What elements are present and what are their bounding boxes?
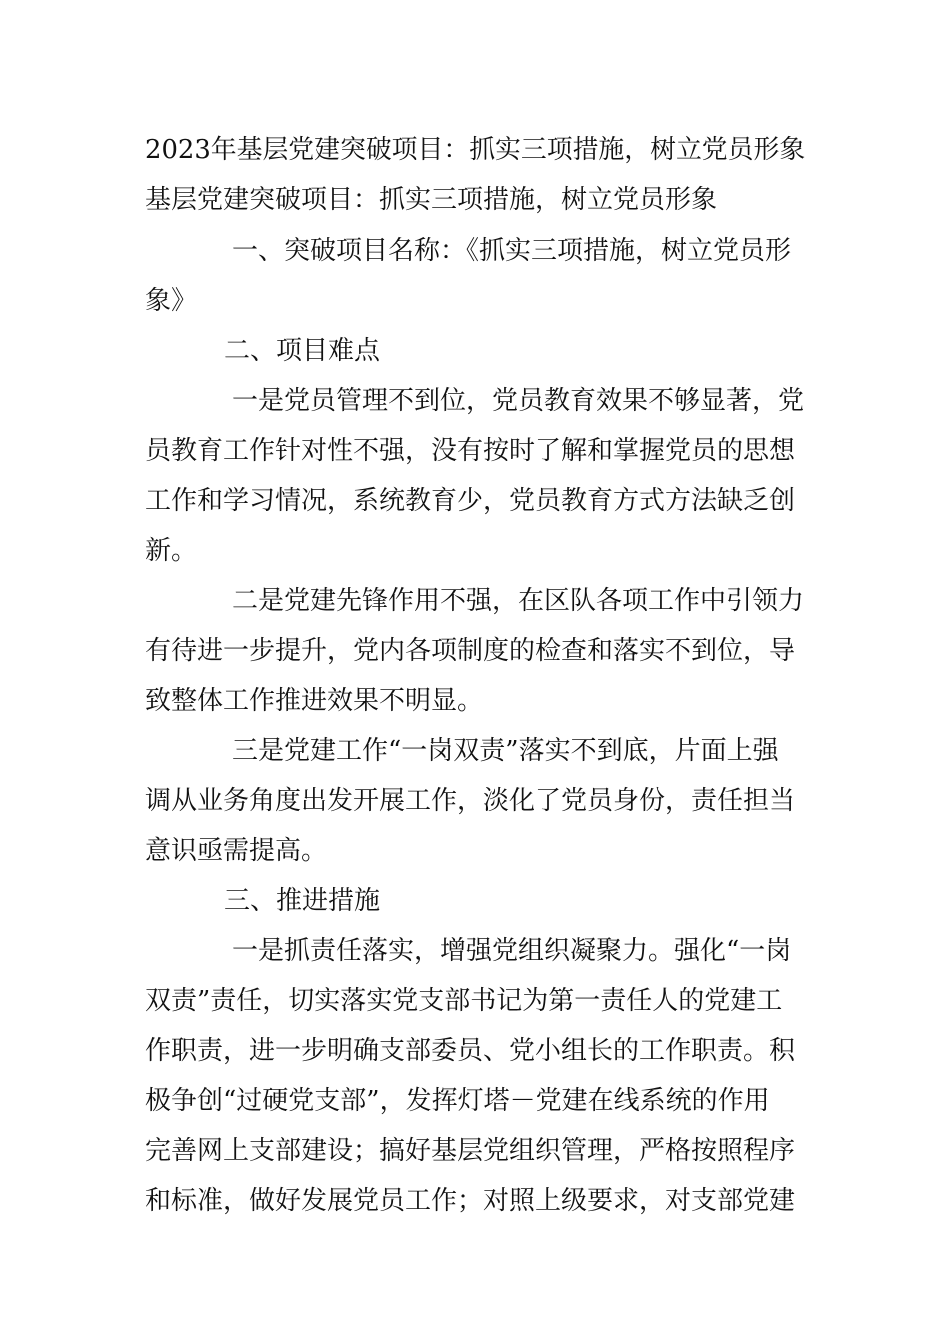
section-heading-project-name: 一、突破项目名称：《抓实三项措施，树立党员形 [232,236,792,266]
paragraph-line: 一是党员管理不到位，党员教育效果不够显著，党 [232,386,805,416]
paragraph-line: 完善网上支部建设；搞好基层党组织管理，严格按照程序 [145,1136,796,1166]
section-heading-difficulties: 二、项目难点 [224,336,381,366]
paragraph-line: 双责”责任，切实落实党支部书记为第一责任人的党建工 [145,986,783,1016]
document-subtitle: 基层党建突破项目：抓实三项措施，树立党员形象 [145,185,718,215]
paragraph-line: 象》 [145,286,198,316]
paragraph-line: 工作和学习情况，系统教育少，党员教育方式方法缺乏创 [145,486,796,516]
paragraph-line: 三是党建工作“一岗双责”落实不到底，片面上强 [232,736,779,766]
document-title: 2023年基层党建突破项目：抓实三项措施，树立党员形象 [145,135,806,165]
section-heading-measures: 三、推进措施 [224,886,381,916]
paragraph-line: 有待进一步提升，党内各项制度的检查和落实不到位，导 [145,636,796,666]
paragraph-line: 新。 [145,536,198,566]
paragraph-line: 员教育工作针对性不强，没有按时了解和掌握党员的思想 [145,436,796,466]
paragraph-line: 致整体工作推进效果不明显。 [145,686,484,716]
paragraph-line: 调从业务角度出发开展工作，淡化了党员身份，责任担当 [145,786,796,816]
paragraph-line: 和标准，做好发展党员工作；对照上级要求，对支部党建 [145,1186,796,1216]
paragraph-line: 二是党建先锋作用不强，在区队各项工作中引领力 [232,586,805,616]
paragraph-line: 极争创“过硬党支部”，发挥灯塔－党建在线系统的作用 [145,1086,770,1116]
paragraph-line: 作职责，进一步明确支部委员、党小组长的工作职责。积 [145,1036,796,1066]
paragraph-line: 意识亟需提高。 [145,836,328,866]
paragraph-line: 一是抓责任落实，增强党组织凝聚力。强化“一岗 [232,936,792,966]
